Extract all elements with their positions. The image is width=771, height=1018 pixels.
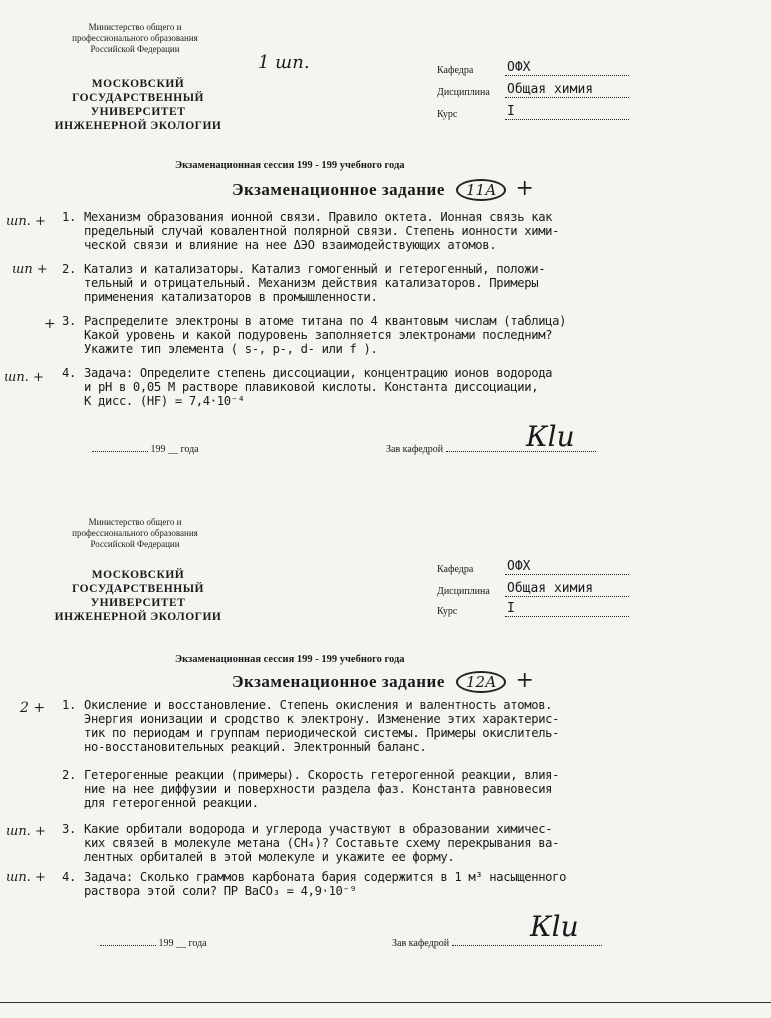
discipline-row: Дисциплина Общая химия [437, 82, 629, 98]
ticket-mark: + [515, 176, 534, 201]
discipline-row: Дисциплина Общая химия [437, 581, 629, 597]
task-title: Экзаменационное задание [232, 180, 445, 199]
course-value: I [505, 601, 629, 617]
signature: Кlu [530, 910, 579, 943]
department-value: ОФХ [505, 60, 629, 76]
signature: Кlu [526, 420, 575, 453]
task-title-row [232, 176, 534, 201]
discipline-value: Общая химия [505, 581, 629, 597]
margin-note-q1: 2 + [20, 700, 46, 716]
question-3: 3. Какие орбитали водорода и углерода участвуют в образовании химичес- ких связей в молекуле метана (CH₄)? Составьте схему перекрывания ва- лентных орбиталей в этой молекуле и укажите ее форму. [62, 822, 560, 864]
ticket-number: 11А [456, 179, 506, 201]
question-4: 4. Задача: Определите степень диссоциации, концентрацию ионов водорода и pH в 0,05 М растворе плавиковой кислоты. Константа диссоциации, K дисс. (HF) = 7,4·10⁻⁴ [62, 366, 553, 408]
ticket-number: 12А [456, 671, 506, 693]
course-row: Курс I [437, 601, 629, 617]
margin-note-q4: шп. + [4, 370, 44, 385]
course-row: Курс I [437, 104, 629, 120]
question-1: 1. Окисление и восстановление. Степень окисления и валентность атомов. Энергия ионизации и сродство к электрону. Изменение этих характерис- тик по периодам и группам периодической системы. Примеры окислитель- но-восстановительных реакций. Электронный баланс. [62, 698, 560, 754]
margin-note-q2: шп + [12, 262, 48, 277]
question-2: 2. Катализ и катализаторы. Катализ гомогенный и гетерогенный, положи- тельный и отрицательный. Механизм действия катализаторов. Примеры применения катализаторов в промышленности. [62, 262, 546, 304]
university-name: МОСКОВСКИЙ ГОСУДАРСТВЕННЫЙ УНИВЕРСИТЕТ ИНЖЕНЕРНОЙ ЭКОЛОГИИ [54, 78, 222, 132]
head-of-department-line: Зав кафедрой [386, 444, 596, 455]
question-1: 1. Механизм образования ионной связи. Правило октета. Ионная связь как предельный случай ковалентной полярной связи. Степень ионности хими- ческой связи и влияние на нее ΔЭО взаимодействующих атомов. [62, 210, 560, 252]
handwritten-count: 1 шп. [258, 52, 310, 73]
task-title: Экзаменационное задание [232, 672, 445, 691]
department-value: ОФХ [505, 559, 629, 575]
question-4: 4. Задача: Сколько граммов карбоната бария содержится в 1 м³ насыщенного раствора этой соли? ПР BaCO₃ = 4,9·10⁻⁹ [62, 870, 567, 898]
session-line: Экзаменационная сессия 199 - 199 учебного года [175, 160, 405, 171]
ministry-header: Министерство общего и профессионального образования Российской Федерации [72, 22, 198, 54]
department-row: Кафедра ОФХ [437, 60, 629, 76]
course-value: I [505, 104, 629, 120]
ministry-header: Министерство общего и профессионального образования Российской Федерации [72, 517, 198, 549]
ticket-mark: + [515, 668, 534, 693]
head-of-department-line: Зав кафедрой [392, 938, 602, 949]
department-row: Кафедра ОФХ [437, 559, 629, 575]
margin-note-q3: + [44, 316, 56, 332]
task-title-row [232, 668, 534, 693]
bottom-rule [0, 1002, 771, 1003]
question-3: 3. Распределите электроны в атоме титана по 4 квантовым числам (таблица) Какой уровень и какой подуровень заполняется электронами последним? Укажите тип элемента ( s-, p-, d- или f ). [62, 314, 567, 356]
margin-note-q1: шп. + [6, 214, 46, 229]
date-line: 199 __ года [100, 938, 207, 949]
margin-note-q4: шп. + [6, 870, 46, 885]
date-line: 199 __ года [92, 444, 199, 455]
margin-note-q3: шп. + [6, 824, 46, 839]
question-2: 2. Гетерогенные реакции (примеры). Скорость гетерогенной реакции, влия- ние на нее диффузии и поверхности раздела фаз. Константа равновесия для гетерогенной реакции. [62, 768, 560, 810]
university-name: МОСКОВСКИЙ ГОСУДАРСТВЕННЫЙ УНИВЕРСИТЕТ ИНЖЕНЕРНОЙ ЭКОЛОГИИ [54, 569, 222, 623]
session-line: Экзаменационная сессия 199 - 199 учебного года [175, 654, 405, 665]
discipline-value: Общая химия [505, 82, 629, 98]
